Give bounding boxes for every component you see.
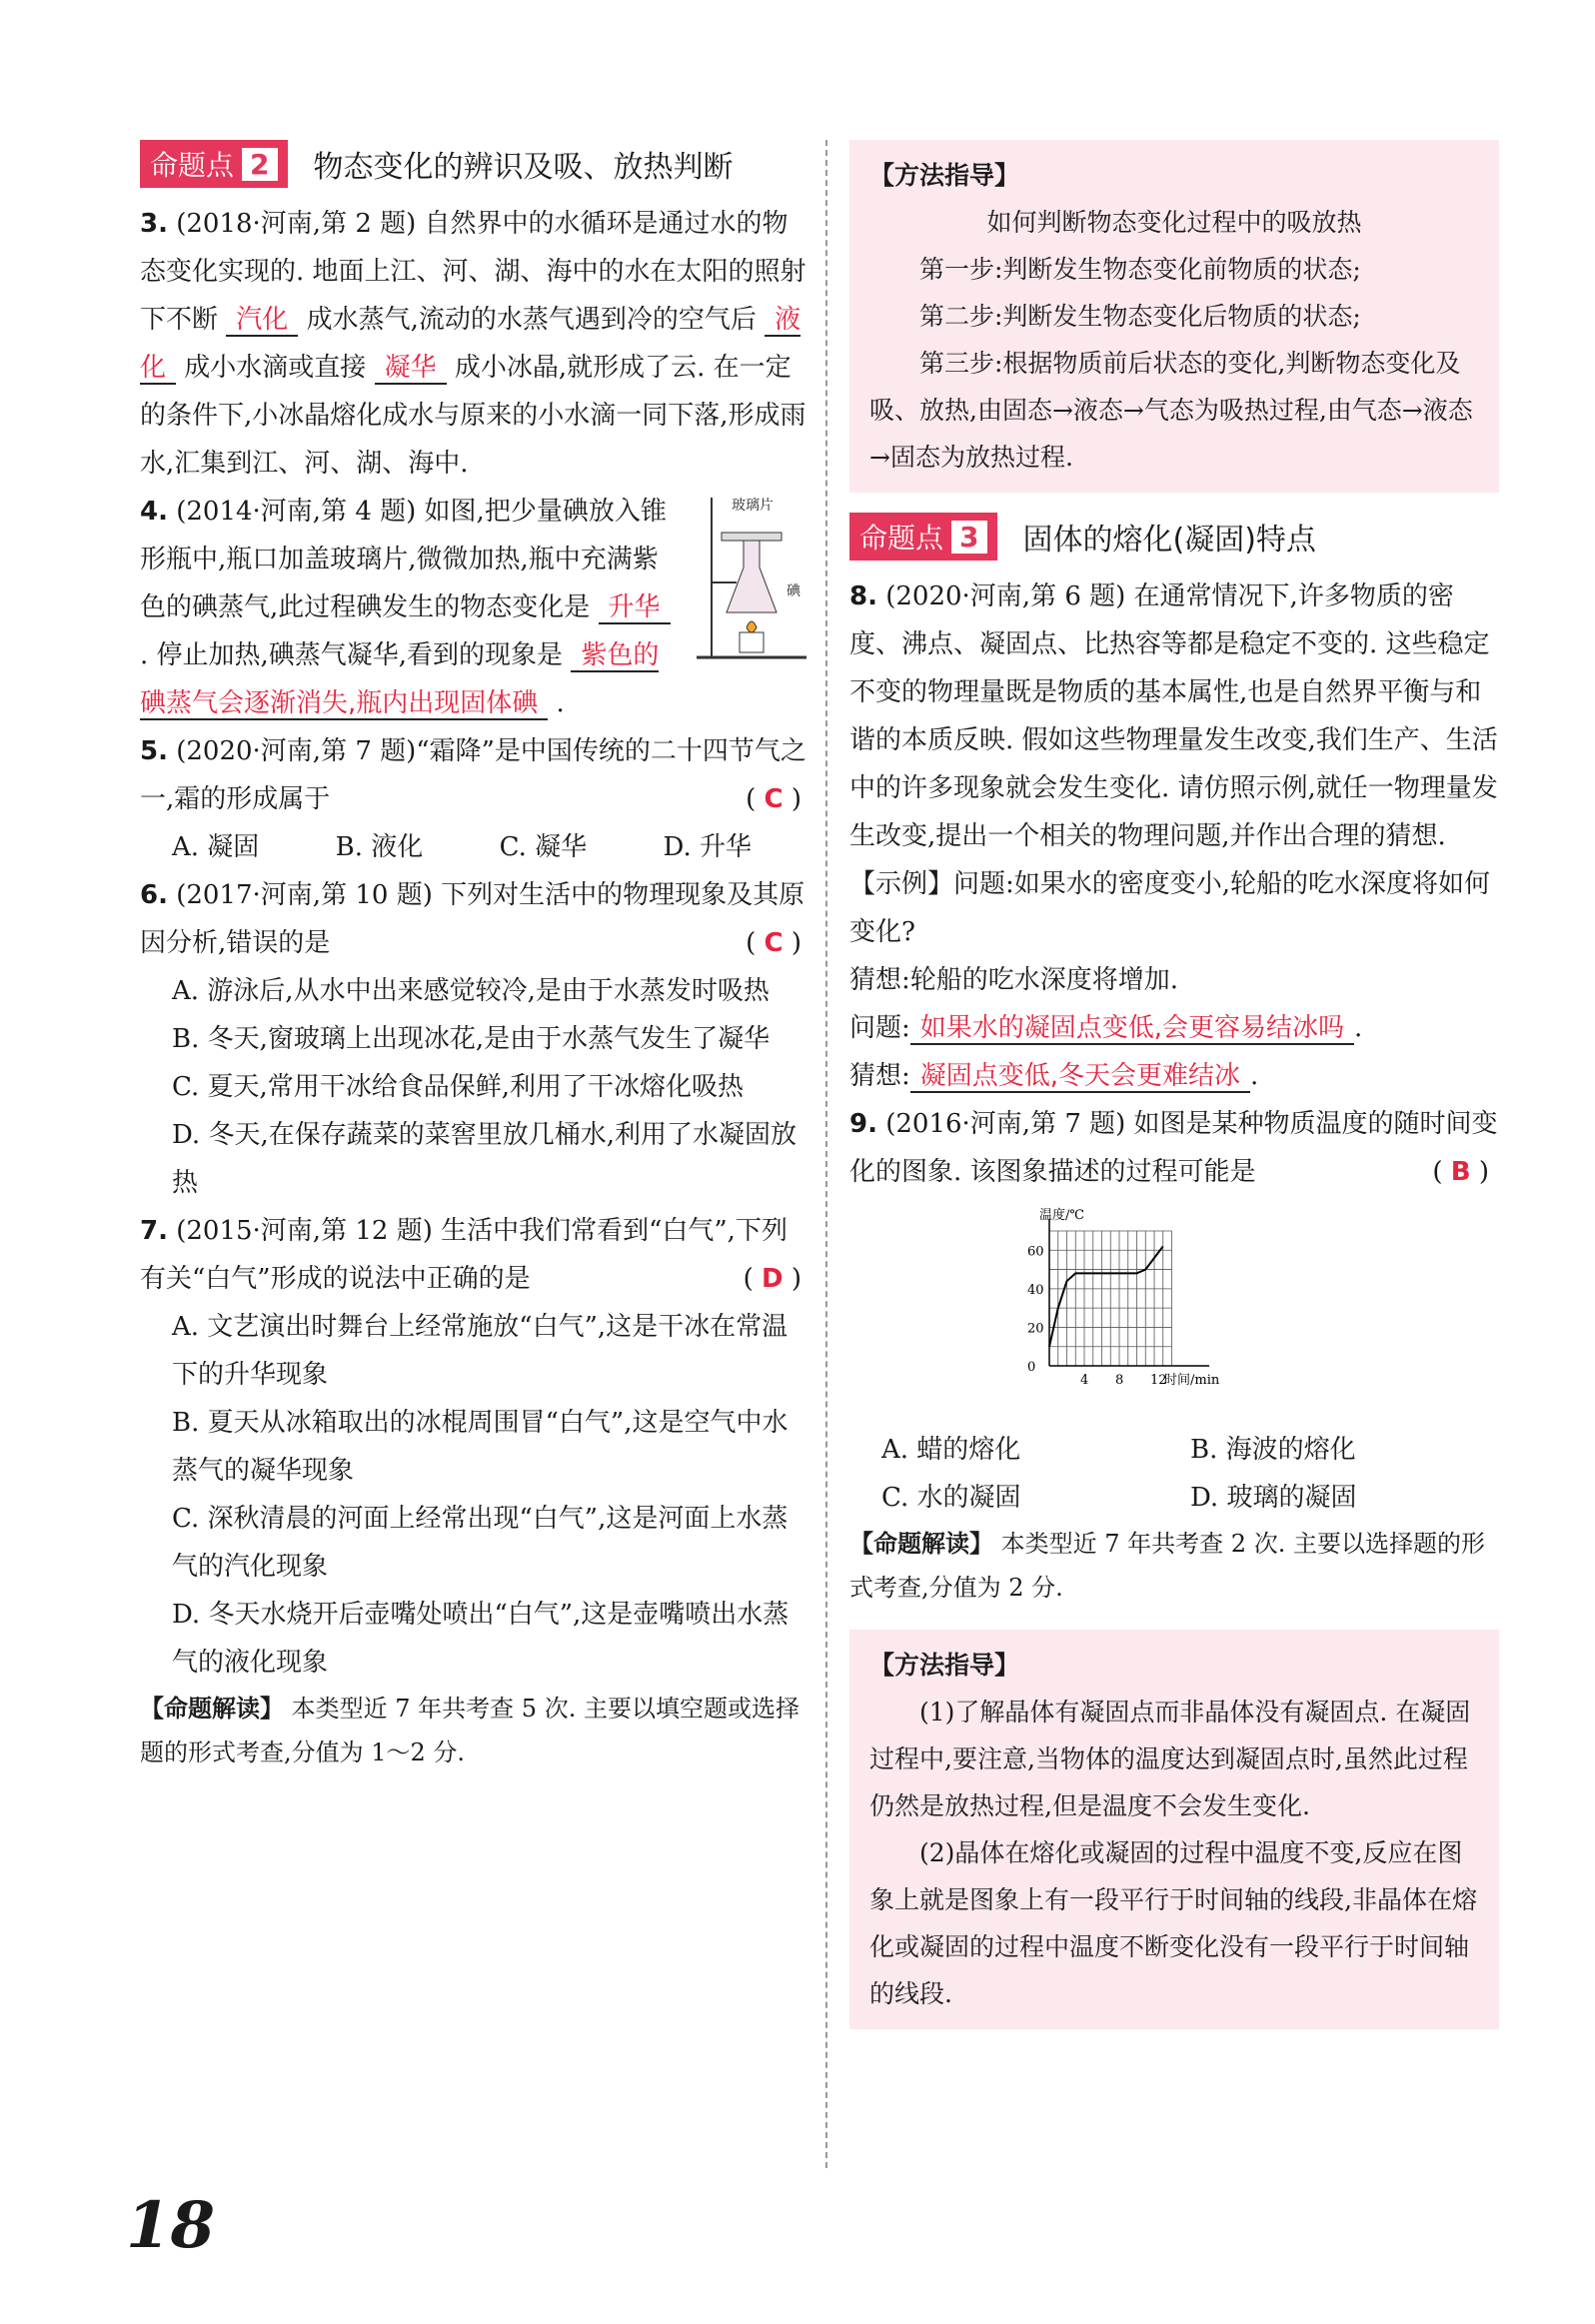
question-text: . 停止加热,碘蒸气凝华,看到的现象是 [140,640,564,670]
option-c: C. 夏天,常用干冰给食品保鲜,利用了干冰熔化吸热 [172,1072,745,1102]
question-label: 问题: [849,1013,910,1043]
page-number: 18 [126,2188,216,2263]
topic-header-3 [849,513,1499,561]
question-text: (2016·河南,第 7 题) 如图是某种物质温度的随时间变化的图象. 该图象描述的过程可能是 [849,1109,1498,1187]
question-number: 5. [140,736,168,766]
question-3 [140,200,811,488]
y-tick-label: 60 [1027,1244,1044,1260]
options [140,823,811,871]
x-axis-label: 时间/min [1164,1373,1220,1388]
y-axis-label: 温度/℃ [1039,1208,1084,1223]
question-text: 成小冰晶,就形成了云. 在一定的条件下,小冰晶熔化成水与原来的小水滴一同下落,形成雨水,汇集到江、河、湖、海中. [140,353,806,479]
x-tick-label: 4 [1080,1373,1089,1388]
option-d: D. 冬天,在保存蔬菜的菜窖里放几桶水,利用了水凝固放热 [172,1120,797,1198]
method-step: 第三步:根据物质前后状态的变化,判断物态变化及吸、放热,由固态→液态→气态为吸热过程,由气态→液态→固态为放热过程. [869,349,1473,472]
topic-number: 2 [242,148,277,181]
choice-answer: B [1450,1157,1471,1187]
answer-blank: 如果水的凝固点变低,会更容易结冰吗 [910,1013,1354,1045]
analysis-text: 本类型近 7 年共考查 5 次. 主要以填空题或选择题的形式考查,分值为 1～2 分. [140,1695,799,1766]
example-guess: 猜想:轮船的吃水深度将增加. [849,965,1179,995]
question-6: 6. (2017·河南,第 10 题) 下列对生活中的物理现象及其原因分析,错误的是 ( C ) A. 游泳后,从水中出来感觉较冷,是由于水蒸发时吸热 B. 冬天,窗玻璃上出现冰花,是由于水蒸气发生了凝华 C. 夏天,常用干冰给食品保鲜,利用了干冰熔化吸热 D. 冬天,在保存蔬菜的菜窖里放几桶水,利用了水凝固放热 [140,871,811,1207]
method-guide-1 [849,140,1499,493]
option-a: A. 游泳后,从水中出来感觉较冷,是由于水蒸发时吸热 [172,976,770,1006]
question-number: 3. [140,209,168,239]
topic-number: 3 [951,521,986,554]
question-number: 4. [140,497,168,527]
question-text: . [556,688,565,718]
method-step: 第一步:判断发生物态变化前物质的状态; [919,255,1361,284]
method-label: 【方法指导】 [869,1651,1020,1680]
answer-blank: 凝华 [375,353,447,385]
answer-blank: 汽化 [226,305,298,337]
question-text: (2018·河南,第 2 题) 自然界中的水循环是通过水的物态变化实现的. 地面上江、河、湖、海中的水在太阳的照射下不断 [140,209,806,335]
x-tick-label: 8 [1115,1373,1124,1388]
question-text: (2017·河南,第 10 题) 下列对生活中的物理现象及其原因分析,错误的是 [140,880,805,958]
option-c: C. 深秋清晨的河面上经常出现“白气”,这是河面上水蒸气的汽化现象 [172,1504,789,1582]
choice-answer: D [761,1264,784,1294]
x-tick-label: 12 [1150,1373,1167,1388]
question-text: (2020·河南,第 7 题)“霜降”是中国传统的二十四节气之一,霜的形成属于 [140,736,806,814]
question-text: 成小水滴或直接 [184,353,367,383]
method-guide-2 [849,1630,1499,2029]
label-iodine: 碘 [787,583,800,599]
option-d: D. 升华 [663,832,752,862]
analysis-label: 【命题解读】 [140,1695,284,1723]
topic-tag [849,513,997,561]
left-column [140,140,811,1774]
analysis-box [849,1522,1499,1610]
option-d: D. 冬天水烧开后壶嘴处喷出“白气”,这是壶嘴喷出水蒸气的液化现象 [172,1600,790,1678]
label-glass-plate: 玻璃片 [732,498,774,514]
answer-blank: 凝固点变低,冬天会更难结冰 [910,1061,1250,1093]
option-c: C. 凝华 [499,832,588,862]
y-tick-label: 0 [1027,1360,1036,1375]
topic-label: 命题点 [150,149,235,182]
topic-title: 固体的熔化(凝固)特点 [1022,523,1316,558]
option-b: B. 海波的熔化 [1190,1435,1356,1465]
topic-label: 命题点 [859,522,944,555]
column-divider [825,140,827,2168]
question-number: 8. [849,581,877,611]
method-step: 第二步:判断发生物态变化后物质的状态; [919,302,1361,331]
right-column [849,140,1499,2029]
answer-blank: 升华 [599,592,671,624]
question-7: 7. (2015·河南,第 12 题) 生活中我们常看到“白气”,下列有关“白气”形成的说法中正确的是 ( D ) A. 文艺演出时舞台上经常施放“白气”,这是干冰在常温下的升华现象 B. 夏天从冰箱取出的冰棍周围冒“白气”,这是空气中水蒸气的凝华现象 C. 深秋清晨的河面上经常出现“白气”,这是河面上水蒸气的汽化现象 D. 冬天水烧开后壶嘴处喷出“白气”,这是壶嘴喷出水蒸气的液化现象 [140,1207,811,1687]
series-line [1049,1246,1163,1346]
option-a: A. 文艺演出时舞台上经常施放“白气”,这是干冰在常温下的升华现象 [172,1312,789,1390]
question-number: 7. [140,1216,168,1246]
method-paragraph: (2)晶体在熔化或凝固的过程中温度不变,反应在图象上就是图象上有一段平行于时间轴的线段,非晶体在熔化或凝固的过程中温度不断变化没有一段平行于时间轴的线段. [869,1838,1477,2008]
question-text: (2014·河南,第 4 题) 如图,把少量碘放入锥形瓶中,瓶口加盖玻璃片,微微加热,瓶中充满紫色的碘蒸气,此过程碘发生的物态变化是 [140,497,667,622]
option-d: D. 玻璃的凝固 [1190,1483,1357,1513]
option-c: C. 水的凝固 [881,1483,1021,1513]
choice-answer: C [764,784,784,814]
topic-header-2 [140,140,811,188]
method-paragraph: (1)了解晶体有凝固点而非晶体没有凝固点. 在凝固过程中,要注意,当物体的温度达到凝固点时,虽然此过程仍然是放热过程,但是温度不会发生变化. [869,1698,1471,1820]
question-number: 9. [849,1109,877,1139]
analysis-text: 本类型近 7 年共考查 2 次. 主要以选择题的形式考查,分值为 2 分. [849,1530,1485,1602]
option-b: B. 夏天从冰箱取出的冰棍周围冒“白气”,这是空气中水蒸气的凝华现象 [172,1408,789,1486]
question-9: 9. (2016·河南,第 7 题) 如图是某种物质温度的随时间变化的图象. 该图象描述的过程可能是 ( B ) 温度/℃ 时间/min 0 20 40 60 4 8 12 A. 蜡的熔化 B. 海波的熔化 C. 水的凝固 D. 玻璃的凝固 [849,1100,1499,1522]
example-text: 【示例】问题:如果水的密度变小,轮船的吃水深度将如何变化? [849,869,1491,947]
question-5: 5. (2020·河南,第 7 题)“霜降”是中国传统的二十四节气之一,霜的形成属于 ( C ) A. 凝固 B. 液化 C. 凝华 D. 升华 [140,727,811,871]
y-tick-label: 20 [1027,1321,1044,1337]
topic-tag [140,140,288,188]
question-text: (2015·河南,第 12 题) 生活中我们常看到“白气”,下列有关“白气”形成的说法中正确的是 [140,1216,788,1294]
option-a: A. 凝固 [172,832,260,862]
question-8: 8. (2020·河南,第 6 题) 在通常情况下,许多物质的密度、沸点、凝固点、比热容等都是稳定不变的. 这些稳定不变的物理量既是物质的基本属性,也是自然界平衡与和谐的本质反映. 假如这些物理量发生改变,我们生产、生活中的许多现象就会发生变化. 请仿照示例,就任一物理量发生改变,提出一个相关的物理问题,并作出合理的猜想. 【示例】问题:如果水的密度变小,轮船的吃水深度将如何变化? 猜想:轮船的吃水深度将增加. 问题: 如果水的凝固点变低,会更容易结冰吗 . 猜想: 凝固点变低,冬天会更难结冰 . [849,581,1498,1091]
answer-blank: 紫色的碘蒸气会逐渐消失,瓶内出现固体碘 [140,640,660,718]
method-label: 【方法指导】 [869,161,1020,190]
answer-blank: 液化 [140,305,801,383]
guess-label: 猜想: [849,1061,910,1091]
analysis-box [140,1687,811,1774]
topic-title: 物态变化的辨识及吸、放热判断 [313,150,734,185]
analysis-label: 【命题解读】 [849,1530,993,1558]
question-text: (2020·河南,第 6 题) 在通常情况下,许多物质的密度、沸点、凝固点、比热容等都是稳定不变的. 这些稳定不变的物理量既是物质的基本属性,也是自然界平衡与和谐的本质反映. 假如这些物理量发生改变,我们生产、生活中的许多现象就会发生变化. 请仿照示例,就任一物理量发生改变,提出一个相关的物理问题,并作出合理的猜想. [849,581,1498,851]
option-b: B. 冬天,窗玻璃上出现冰花,是由于水蒸气发生了凝华 [172,1024,771,1054]
method-title: 如何判断物态变化过程中的吸放热 [986,208,1362,237]
iodine-flask-illustration [692,488,811,667]
options [849,1426,1499,1522]
option-b: B. 液化 [335,832,424,862]
temperature-time-chart [1009,1206,1269,1416]
choice-answer: C [764,928,784,958]
question-text: 成水蒸气,流动的水蒸气遇到冷的空气后 [306,305,757,335]
question-4 [140,488,811,727]
option-a: A. 蜡的熔化 [881,1435,1021,1465]
question-number: 6. [140,880,168,910]
y-tick-label: 40 [1027,1282,1044,1298]
